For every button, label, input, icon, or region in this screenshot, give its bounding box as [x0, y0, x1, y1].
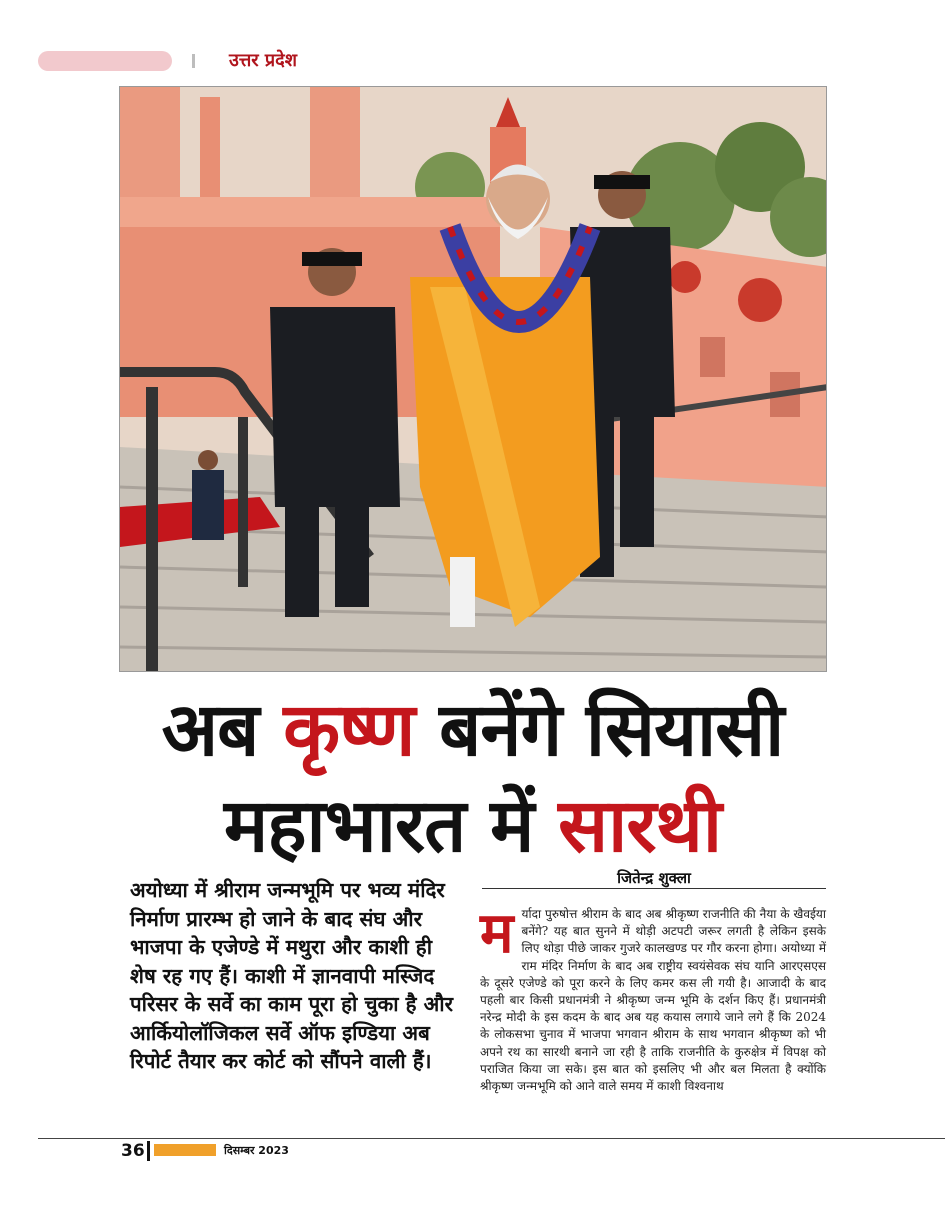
lead-photo: [119, 86, 827, 672]
headline-1-part-3: बनेंगे सियासी: [414, 687, 784, 773]
article-text: र्यादा पुरुषोत्त श्रीराम के बाद अब श्रीकृष्ण राजनीति की नैया के खैवईया बनेंगे? यह बात सुनने में थोड़ी अटपटी जरूर लगती है लेकिन इसके लिए थोड़ा पीछे जाकर गुजरे कालखण्ड पर गौर करना होगा। अयोध्या में राम मंदिर निर्माण के बाद अब राष्ट्रीय स्वयंसेवक संघ यानि आरएसएस के दूसरे एजेण्डे को पूरा करने के लिए कमर कस ली गयी है। आजादी के बाद पहली बार किसी प्रधानमंत्री ने श्रीकृष्ण जन्म भूमि के दर्शन किए हैं। प्रधानमंत्री नरेन्द्र मोदी के इस कदम के बाद अब यह कयास लगाये जाने लगे हैं कि 2024 के लोकसभा चुनाव में भाजपा भगवान श्रीराम के साथ भगवान श्रीकृष्ण को भी अपने रथ का सारथी बनाने जा रही है ताकि राजनीति के कुरुक्षेत्र में विपक्ष को पराजित किया जा सके। इस बात को इसलिए भी और बल मिलता है क्योंकि श्रीकृष्ण जन्मभूमि को आने वाले समय में काशी विश्वनाथ: [480, 907, 826, 1094]
issue-date: दिसम्बर 2023: [224, 1144, 289, 1157]
footer-separator: [147, 1141, 150, 1161]
header-pill: [38, 51, 172, 71]
byline-rule: [482, 888, 826, 889]
header-separator: [192, 54, 195, 68]
article-body: [480, 901, 826, 1095]
headline-2-part-2: सारथी: [558, 783, 722, 869]
headline-line-1: [0, 687, 945, 773]
magazine-logo: [154, 1144, 216, 1156]
headline-1-part-2: कृष्ण: [283, 687, 415, 773]
byline: जितेन्द्र शुक्ला: [617, 869, 691, 887]
article-deck: अयोध्या में श्रीराम जन्मभूमि पर भव्य मंदिर निर्माण प्रारम्भ हो जाने के बाद संघ और भाजपा के एजेण्डे में मथुरा और काशी ही शेष रह गए हैं। काशी में ज्ञानवापी मस्जिद परिसर के सर्वे का काम पूरा हो चुका है और आर्कियोलॉजिकल सर्वे ऑफ इण्डिया अब रिपोर्ट तैयार कर कोर्ट को सौंपने वाली हैं।: [130, 878, 454, 1073]
photo-illustration: [120, 87, 827, 672]
page-number: 36: [121, 1141, 145, 1161]
drop-cap: म: [480, 901, 514, 966]
section-label: उत्तर प्रदेश: [229, 50, 297, 71]
footer-rule: [38, 1138, 945, 1139]
headline-2-part-1: महाभारत में: [223, 783, 559, 869]
headline-1-part-1: अब: [161, 687, 284, 773]
headline-line-2: [0, 783, 945, 869]
